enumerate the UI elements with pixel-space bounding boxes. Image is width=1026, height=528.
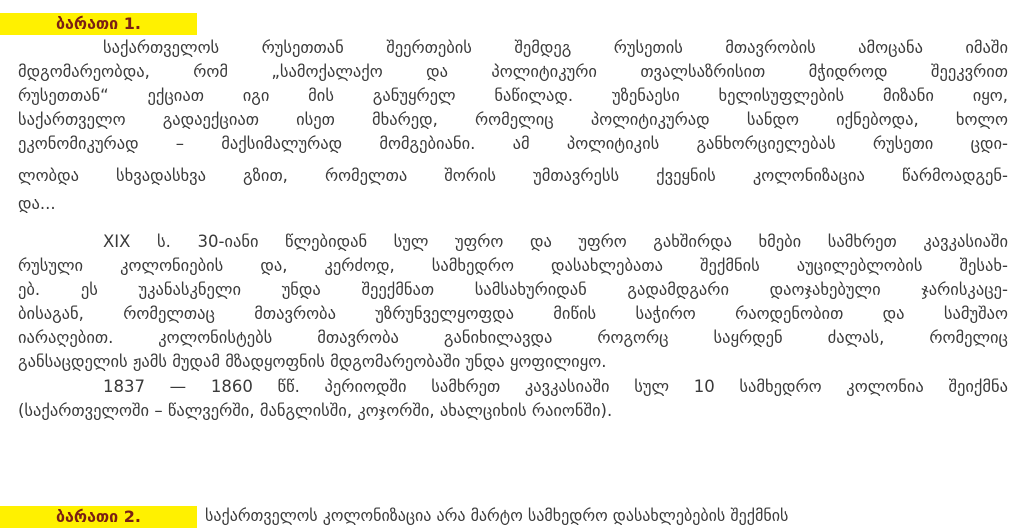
text-line: ბისაგან, რომელთაც მთავრობა უზრუნველყოფდა მიწის საჭირო რაოდენობით და სამუშაო — [18, 304, 1008, 323]
text-line: საქართველო გადაექციათ ისეთ მხარედ, რომელიც პოლიტიკურად სანდო იქნებოდა, ხოლო — [18, 110, 1008, 129]
card-2-label: ბარათი 2. — [0, 506, 197, 528]
text-line: საქართველოს რუსეთთან შეერთების შემდეგ რუსეთის მთავრობის ამოცანა იმაში — [103, 38, 1008, 57]
text-line: იარაღებით. კოლონისტებს მთავრობა განიხილავდა როგორც საყრდენ ძალას, რომელიც — [18, 328, 1008, 347]
text-line: მდგომარეობდა, რომ „სამოქალაქო და პოლიტიკური თვალსაზრისით მჭიდროდ შეეკვრით — [18, 62, 1008, 81]
text-line: რუსული კოლონიების და, კერძოდ, სამხედრო დასახლებათა შექმნის აუცილებლობის შესახ- — [18, 256, 1008, 275]
text-line: XIX ს. 30-იანი წლებიდან სულ უფრო და უფრო გახშირდა ხმები სამხრეთ კავკასიაში — [103, 232, 1008, 251]
text-line: ლობდა სხვადასხვა გზით, რომელთა შორის უმთავრესს ქვეყნის კოლონიზაცია წარმოადგენ- — [18, 166, 1008, 185]
text-line: ებ. ეს უკანასკნელი უნდა შეექმნათ სამსახურიდან გადამდგარი დაოჯახებული ჯარისკაცე- — [18, 280, 1008, 299]
text-line: 1837 — 1860 წწ. პერიოდში სამხრეთ კავკასიაში სულ 10 სამხედრო კოლონია შეიქმნა — [103, 377, 1008, 396]
card-2-text: საქართველოს კოლონიზაცია არა მარტო სამხედრო დასახლებების შექმნის — [205, 506, 789, 525]
text-line: (საქართველოში – წალვერში, მანგლისში, კოჯორში, ახალციხის რაიონში). — [18, 401, 613, 420]
text-line: ეკონომიკურად – მაქსიმალურად მომგებიანი. ამ პოლიტიკის განხორციელებას რუსეთი ცდი- — [18, 134, 1008, 153]
text-line: და... — [18, 194, 56, 213]
card-1-label: ბარათი 1. — [0, 13, 197, 35]
text-line: რუსეთთან“ ექციათ იგი მის განუყრელ ნაწილად. უზენაესი ხელისუფლების მიზანი იყო, — [18, 86, 1008, 105]
text-line: განსაცდელის ჟამს მუდამ მზადყოფნის მდგომარეობაში უნდა ყოფილიყო. — [18, 352, 607, 371]
